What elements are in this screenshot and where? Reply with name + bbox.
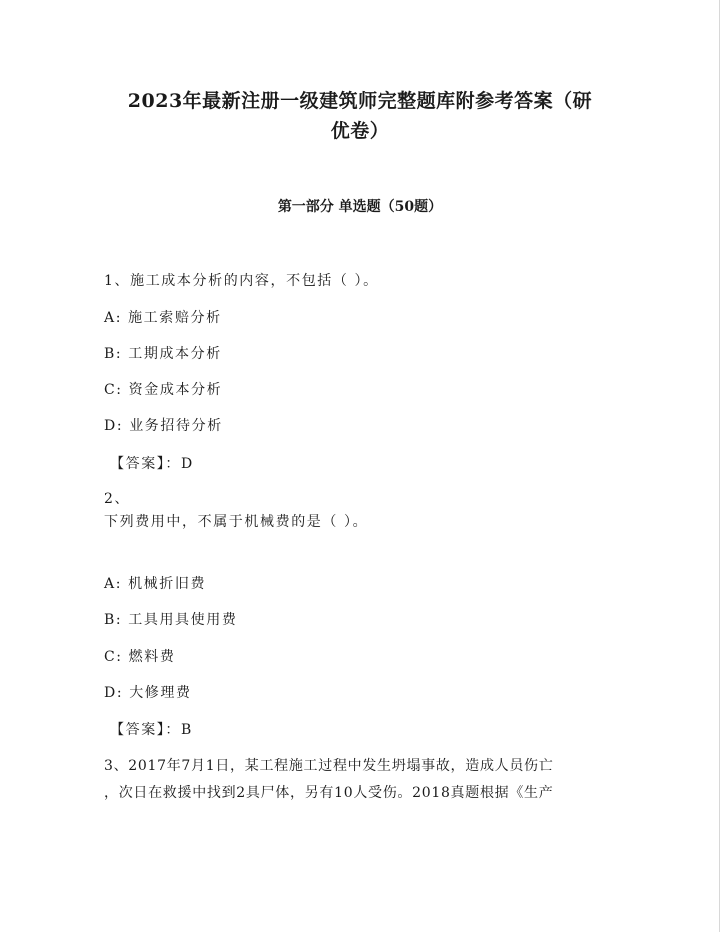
question-1-stem: 1、施工成本分析的内容，不包括（ ）。 xyxy=(104,273,379,289)
document-title-line-1: 2023年最新注册一级建筑师完整题库附参考答案（研 xyxy=(127,90,593,112)
question-1-answer: 【答案】：D xyxy=(110,456,194,472)
question-2-option-a: A: 机械折旧费 xyxy=(104,576,207,592)
question-2-option-b: B: 工具用具使用费 xyxy=(104,612,238,628)
question-3-stem-line-1: 3、2017年7月1日，某工程施工过程中发生坍塌事故，造成人员伤亡 xyxy=(104,758,554,774)
question-2-option-d: D: 大修理费 xyxy=(104,685,192,701)
question-1-option-b: B: 工期成本分析 xyxy=(104,346,222,362)
question-2-answer: 【答案】：B xyxy=(110,722,193,738)
question-3-stem-line-2: ，次日在救援中找到2具尸体，另有10人受伤。2018真题根据《生产 xyxy=(104,785,554,801)
question-1-option-a: A: 施工索赔分析 xyxy=(104,310,222,326)
question-2-stem: 下列费用中，不属于机械费的是（ ）。 xyxy=(104,514,369,530)
question-1-option-d: D: 业务招待分析 xyxy=(104,418,223,434)
question-2-number: 2、 xyxy=(104,491,131,507)
document-title xyxy=(60,86,660,146)
section-title: 第一部分 单选题（50题） xyxy=(277,199,443,215)
document-title-line-2: 优卷） xyxy=(330,120,390,142)
question-2-option-c: C: 燃料费 xyxy=(104,649,176,665)
question-1-option-c: C: 资金成本分析 xyxy=(104,382,223,398)
